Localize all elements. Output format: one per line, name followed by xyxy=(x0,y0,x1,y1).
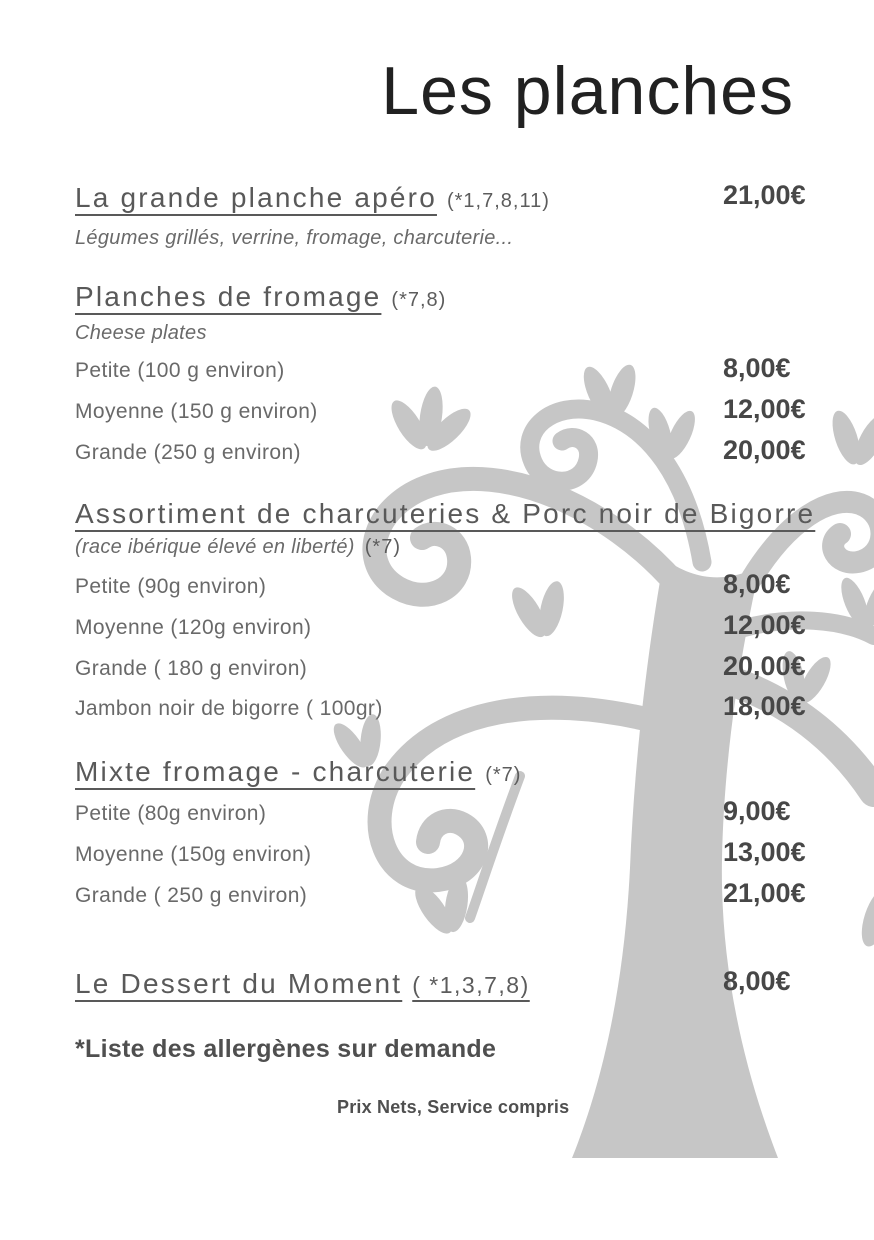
section-heading-dessert xyxy=(75,966,791,1000)
item-name: Grande ( 250 g environ) xyxy=(75,884,308,907)
section-title-underline xyxy=(75,968,530,999)
menu-item-row xyxy=(75,394,806,424)
item-price: 12,00€ xyxy=(723,394,806,424)
item-name: Petite (90g environ) xyxy=(75,575,267,598)
item-price: 9,00€ xyxy=(723,796,791,826)
item-price: 8,00€ xyxy=(723,966,791,996)
section-heading-charcuteries xyxy=(75,498,815,530)
menu-item-row xyxy=(75,878,806,908)
section-title: Planches de fromage xyxy=(75,281,382,312)
section-description-text: (race ibérique élevé en liberté) xyxy=(75,536,355,558)
item-name: Petite (80g environ) xyxy=(75,802,267,825)
item-price: 18,00€ xyxy=(723,691,806,721)
allergen-ref: (*7) xyxy=(364,536,401,558)
item-price: 21,00€ xyxy=(723,878,806,908)
section-title: Assortiment de charcuteries & Porc noir de Bigorre xyxy=(75,498,816,529)
item-price: 8,00€ xyxy=(723,569,791,599)
allergen-ref: (*1,7,8,11) xyxy=(446,190,550,212)
menu-item-row xyxy=(75,435,806,465)
section-heading-mixte xyxy=(75,756,521,788)
item-name: Jambon noir de bigorre ( 100gr) xyxy=(75,697,383,720)
menu-item-row xyxy=(75,569,791,599)
menu-item-row xyxy=(75,651,806,681)
item-price: 21,00€ xyxy=(723,180,806,210)
item-name: Grande (250 g environ) xyxy=(75,441,301,464)
item-name: Moyenne (150 g environ) xyxy=(75,400,318,423)
allergen-ref: (*7) xyxy=(485,764,522,786)
menu-item-row xyxy=(75,610,806,640)
allergen-ref: ( *1,3,7,8) xyxy=(412,972,530,998)
page-title: Les planches xyxy=(381,53,794,129)
item-price: 20,00€ xyxy=(723,435,806,465)
item-price: 8,00€ xyxy=(723,353,791,383)
menu-item-row xyxy=(75,353,791,383)
item-name: Moyenne (150g environ) xyxy=(75,843,312,866)
section-title: La grande planche apéro xyxy=(75,182,437,213)
section-title: Le Dessert du Moment xyxy=(75,968,403,999)
section-heading-fromage xyxy=(75,281,446,313)
section-title: Mixte fromage - charcuterie xyxy=(75,756,476,787)
item-price: 13,00€ xyxy=(723,837,806,867)
item-name: Petite (100 g environ) xyxy=(75,359,285,382)
menu-item-row xyxy=(75,837,806,867)
menu-item-row xyxy=(75,796,791,826)
section-description xyxy=(75,536,401,559)
allergen-ref: (*7,8) xyxy=(391,289,447,311)
section-description: Légumes grillés, verrine, fromage, charcuterie... xyxy=(75,227,514,249)
allergen-list-note: *Liste des allergènes sur demande xyxy=(75,1035,497,1063)
item-name: Grande ( 180 g environ) xyxy=(75,657,308,680)
menu-item-row xyxy=(75,691,806,721)
section-heading-grande-planche xyxy=(75,180,806,214)
item-price: 20,00€ xyxy=(723,651,806,681)
item-name: Moyenne (120g environ) xyxy=(75,616,312,639)
section-description: Cheese plates xyxy=(75,322,207,344)
item-price: 12,00€ xyxy=(723,610,806,640)
service-note: Prix Nets, Service compris xyxy=(337,1097,570,1117)
